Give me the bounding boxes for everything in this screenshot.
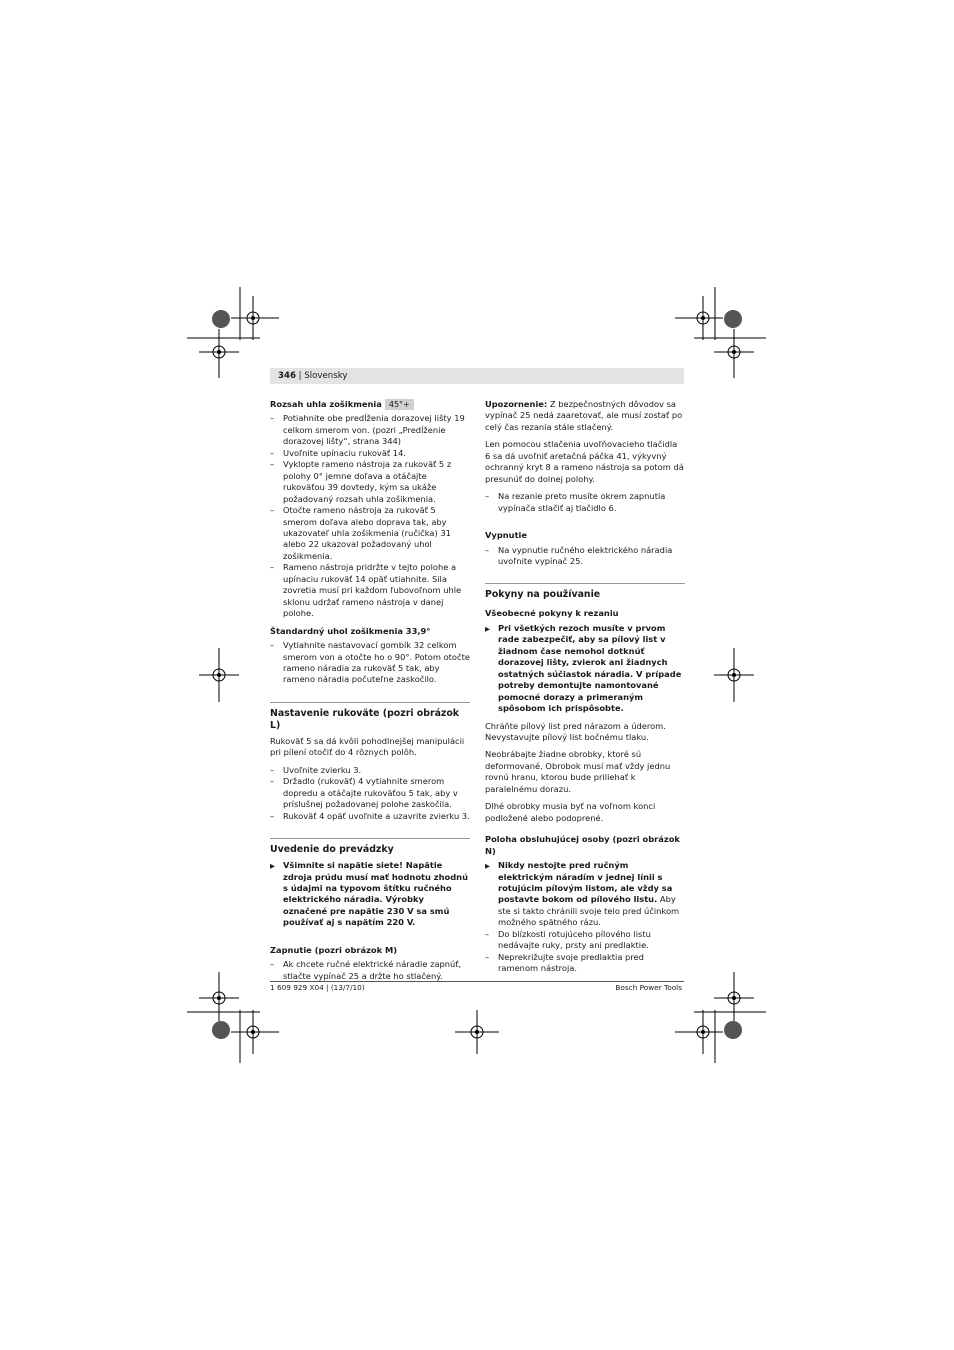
list-item: – Uvoľnite upínaciu rukoväť 14. bbox=[270, 448, 470, 459]
section-heading: Pokyny na používanie bbox=[485, 583, 685, 601]
paragraph: Rukoväť 5 sa dá kvôli pohodlnejšej manipulácii pri pílení otočiť do 4 rôznych polôh. bbox=[270, 735, 465, 758]
list-item: – Vytiahnite nastavovací gombík 32 celkom smerom von a otočte ho o 90°. Potom otočte rameno náradia za rukoväť 5 tak, aby rameno náradia počuteľne zaskočilo. bbox=[270, 640, 470, 686]
warning-list bbox=[485, 860, 685, 975]
note-label: Upozornenie: bbox=[485, 399, 548, 409]
footer-brand: Bosch Power Tools bbox=[615, 983, 682, 992]
list-item: – Otočte rameno nástroja za rukoväť 5 smerom doľava alebo doprava tak, aby ukazovateľ uhla zošikmenia (ručička) 31 alebo 22 ukazoval požadovaný uhol zošikmenia. bbox=[270, 505, 470, 562]
warning-list bbox=[485, 623, 685, 715]
list-item: – Vyklopte rameno nástroja za rukoväť 5 z polohy 0° jemne doľava a otáčajte rukoväťou 39 dovtedy, kým sa ukáže požadovaný rozsah uhla zošikmenia. bbox=[270, 459, 470, 505]
page-language: Slovensky bbox=[304, 371, 348, 381]
right-column bbox=[485, 399, 685, 981]
warning-item: ▶ Nikdy nestojte pred ručným elektrickým náradím v jednej línii s rotujúcim pílovým listom, ale vždy sa postavte bokom od pílového listu. Aby ste si takto chránili svoje telo pred účinkom možného spätného rázu. bbox=[485, 860, 685, 929]
angle-badge: 45°+ bbox=[385, 399, 414, 410]
bullet-list bbox=[270, 959, 470, 982]
paragraph: Chráňte pílový list pred nárazom a úderom. Nevystavujte pílový list bočnému tlaku. bbox=[485, 720, 666, 742]
bullet-list bbox=[270, 413, 470, 619]
section-title: Všeobecné pokyny k rezaniu bbox=[485, 608, 619, 619]
section-heading: Uvedenie do prevádzky bbox=[270, 838, 470, 856]
footer-doc-code: 1 609 929 X04 | (13/7/10) bbox=[270, 983, 365, 992]
left-column bbox=[270, 399, 470, 988]
note-text: Z bezpečnostných dôvodov sa vypínač 25 nedá zaaretovať, ale musí zostať po celý čas rezania stále stlačený. bbox=[485, 399, 683, 432]
footer-divider bbox=[270, 981, 684, 982]
page-header: 346 | Slovensky bbox=[278, 371, 348, 381]
bullet-list bbox=[485, 491, 685, 514]
paragraph: Len pomocou stlačenia uvoľňovacieho tlačidla 6 sa dá uvoľniť aretačná páčka 41, výkyvný ochranný kryt 8 a rameno nástroja sa potom dá presunúť do dolnej polohy. bbox=[485, 439, 684, 484]
page-number: 346 bbox=[278, 371, 296, 381]
list-item: – Neprekrižujte svoje predlaktia pred ramenom nástroja. bbox=[485, 952, 685, 975]
list-item: – Uvoľnite zvierku 3. bbox=[270, 765, 470, 776]
section-title: Vypnutie bbox=[485, 530, 528, 541]
list-item: – Potiahnite obe predĺženia dorazovej lišty 19 celkom smerom von. (pozri „Predĺženie dorazovej lišty“, strana 344) bbox=[270, 413, 470, 447]
list-item: – Rameno nástroja pridržte v tejto polohe a upínaciu rukoväť 14 opäť utiahnite. Sila zovretia musí pri každom ľubovoľnom uhle sklonu udržať rameno nástroja v danej polohe. bbox=[270, 562, 470, 619]
list-item: – Na vypnutie ručného elektrického náradia uvoľnite vypínač 25. bbox=[485, 545, 685, 568]
warning-item: ▶ Všimnite si napätie siete! Napätie zdroja prúdu musí mať hodnotu zhodnú s údajmi na typovom štítku ručného elektrického náradia. Výrobky označené pre napätie 230 V sa smú používať aj s napätím 220 V. bbox=[270, 860, 470, 929]
list-item: – Ak chcete ručné elektrické náradie zapnúť, stlačte vypínač 25 a držte ho stlačený. bbox=[270, 959, 470, 982]
list-item: – Do blízkosti rotujúceho pílového listu nedávajte ruky, prsty ani predlaktie. bbox=[485, 929, 685, 952]
paragraph: Neobrábajte žiadne obrobky, ktoré sú deformované. Obrobok musí mať vždy jednu rovnú hranu, ktorou bude priliehať k paralelnému dorazu. bbox=[485, 749, 671, 794]
section-heading: Nastavenie rukoväte (pozri obrázok L) bbox=[270, 702, 470, 732]
paragraph: Dlhé obrobky musia byť na voľnom konci podložené alebo podoprené. bbox=[485, 801, 656, 823]
list-item: – Rukoväť 4 opäť uvoľnite a uzavrite zvierku 3. bbox=[270, 811, 470, 822]
bullet-list bbox=[270, 640, 470, 686]
warning-item: ▶ Pri všetkých rezoch musíte v prvom rade zabezpečiť, aby sa pílový list v žiadnom čase nemohol dotknúť dorazovej lišty, zvierok ani žiadnych ostatných súčiastok náradia. V prípade potreby demontujte namontované pomocné dorazy a primeraným spôsobom ich prispôsobte. bbox=[485, 623, 685, 715]
list-item: – Na rezanie preto musíte okrem zapnutia vypínača stlačiť aj tlačidlo 6. bbox=[485, 491, 685, 514]
bullet-list bbox=[270, 765, 470, 822]
section-title: Zapnutie (pozri obrázok M) bbox=[270, 944, 398, 955]
note-paragraph bbox=[485, 399, 685, 433]
list-item: – Držadlo (rukoväť) 4 vytiahnite smerom dopredu a otáčajte rukoväťou 5 tak, aby v príslušnej požadovanej polohe zaskočila. bbox=[270, 776, 470, 810]
warning-list bbox=[270, 860, 470, 929]
section-title: Rozsah uhla zošikmenia 45°+ bbox=[270, 399, 470, 410]
section-title: Poloha obsluhujúcej osoby (pozri obrázok N) bbox=[485, 834, 680, 856]
section-title: Štandardný uhol zošikmenia 33,9° bbox=[270, 625, 431, 636]
bullet-list bbox=[485, 545, 685, 568]
